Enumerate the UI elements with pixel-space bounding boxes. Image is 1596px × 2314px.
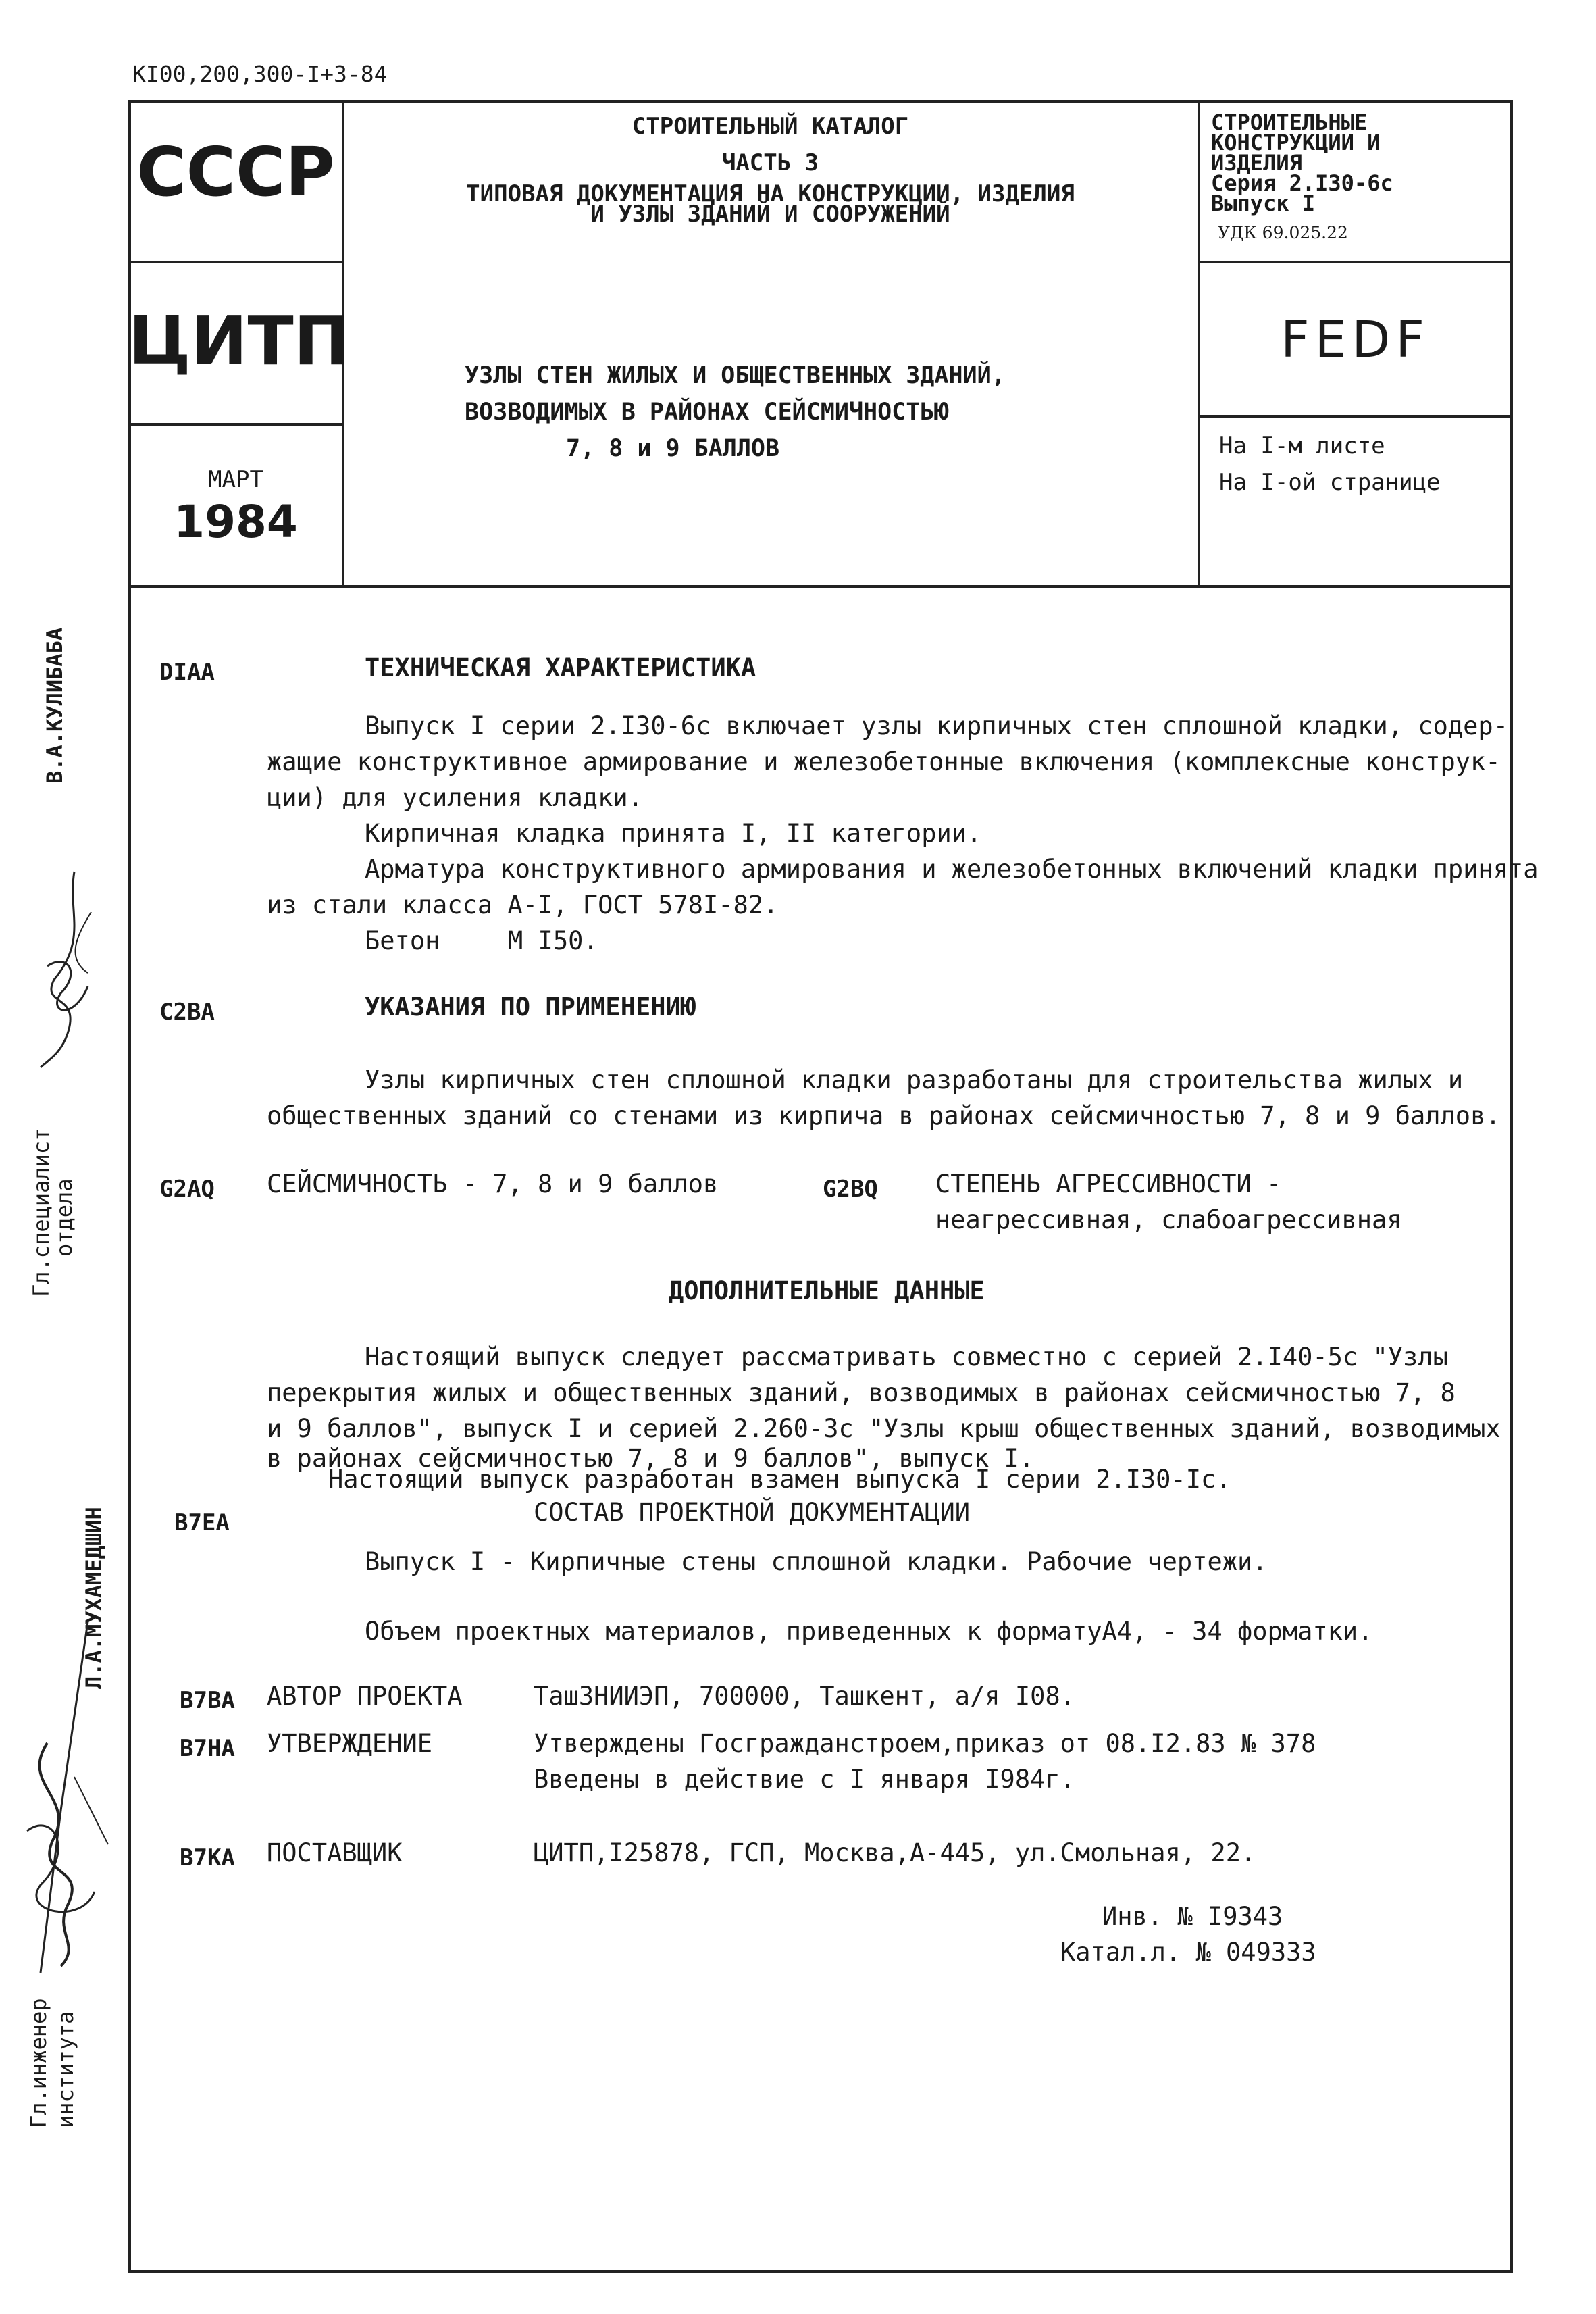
approval-value-2: Введены в действие с I января I984г. xyxy=(534,1765,1075,1794)
header-line-left-1 xyxy=(128,261,343,263)
section-code: B7HA xyxy=(180,1735,235,1762)
paragraph-line: Кирпичная кладка принята I, II категории. xyxy=(365,819,982,848)
signatory-name-1: В.А.КУЛИБАБА xyxy=(42,627,68,784)
signature-1 xyxy=(27,858,101,1074)
author-value: ТашЗНИИЭП, 700000, Ташкент, а/я I08. xyxy=(534,1682,1075,1711)
right-line-3: ИЗДЕЛИЯ xyxy=(1211,150,1302,176)
catalog-desc-2: И УЗЛЫ ЗДАНИЙ И СООРУЖЕНИЙ xyxy=(590,201,950,228)
paragraph-line: перекрытия жилых и общественных зданий, возводимых в районах сейсмичностью 7, 8 xyxy=(267,1378,1456,1407)
catalog-sheet-number: Катал.л. № 049333 xyxy=(1060,1938,1316,1967)
series-number: Серия 2.I30-6с xyxy=(1211,170,1393,196)
subject-line-3: 7, 8 и 9 БАЛЛОВ xyxy=(566,435,780,462)
author-label: АВТОР ПРОЕКТА xyxy=(267,1682,463,1711)
issue-year: 1984 xyxy=(174,496,298,548)
approval-value-1: Утверждены Госгражданстроем,приказ от 08.I2.83 № 378 xyxy=(534,1729,1316,1758)
subject-line-2: ВОЗВОДИМЫХ В РАЙОНАХ СЕЙСМИЧНОСТЬЮ xyxy=(465,399,949,426)
frame-bottom xyxy=(128,2270,1513,2273)
section-code: B7BA xyxy=(180,1687,235,1714)
paragraph-line: Настоящий выпуск следует рассматривать совместно с серией 2.I40-5с "Узлы xyxy=(365,1342,1448,1372)
seismicity-value: СЕЙСМИЧНОСТЬ - 7, 8 и 9 баллов xyxy=(267,1169,719,1199)
aggressiveness-label: СТЕПЕНЬ АГРЕССИВНОСТИ - xyxy=(935,1169,1282,1199)
paragraph-line: в районах сейсмичностью 7, 8 и 9 баллов", выпуск I. xyxy=(267,1444,1035,1473)
paragraph-line: жащие конструктивное армирование и железобетонные включения (комплексные конструк- xyxy=(267,747,1501,776)
section-code: G2AQ xyxy=(159,1176,215,1203)
signatory-role-2a: Гл.инженер xyxy=(26,1998,51,2128)
signatory-role-1b: отдела xyxy=(51,1178,77,1257)
paragraph-line: Узлы кирпичных стен сплошной кладки разработаны для строительства жилых и xyxy=(365,1065,1464,1095)
signatory-name-2: Л.А.МУХАМЕДШИН xyxy=(81,1507,107,1689)
signatory-role-2b: института xyxy=(53,2011,78,2128)
udk-code: УДК 69.025.22 xyxy=(1218,223,1348,243)
section-code: G2BQ xyxy=(823,1176,878,1203)
right-line-1: СТРОИТЕЛЬНЫЕ xyxy=(1211,109,1368,135)
right-line-2: КОНСТРУКЦИИ И xyxy=(1211,130,1381,155)
paragraph-line: Выпуск I серии 2.I30-6с включает узлы кирпичных стен сплошной кладки, содер- xyxy=(365,711,1508,740)
section-code: DIAA xyxy=(159,659,215,686)
catalog-title: СТРОИТЕЛЬНЫЙ КАТАЛОГ xyxy=(632,113,909,140)
section-code: C2BA xyxy=(159,999,215,1026)
frame-top xyxy=(128,100,1513,103)
paragraph-line: из стали класса А-I, ГОСТ 578I-82. xyxy=(267,890,779,920)
aggressiveness-value: неагрессивная, слабоагрессивная xyxy=(935,1205,1402,1234)
section-title: ДОПОЛНИТЕЛЬНЫЕ ДАННЫЕ xyxy=(669,1276,985,1305)
paragraph-line: Объем проектных материалов, приведенных к форматуА4, - 34 форматки. xyxy=(365,1617,1373,1646)
sheet-info-1: На I-м листе xyxy=(1219,432,1385,459)
org-label: ЦИТП xyxy=(128,301,351,380)
approval-label: УТВЕРЖДЕНИЕ xyxy=(267,1729,433,1758)
paragraph-line: Настоящий выпуск разработан взамен выпуска I серии 2.I30-Iс. xyxy=(328,1465,1231,1494)
paragraph-line: Выпуск I - Кирпичные стены сплошной кладки. Рабочие чертежи. xyxy=(365,1547,1268,1576)
country-label: СССР xyxy=(136,132,335,211)
paragraph-line: ции) для усиления кладки. xyxy=(267,783,643,812)
issue-month: МАРТ xyxy=(208,466,263,493)
signatory-role-1a: Гл.специалист xyxy=(28,1128,54,1297)
inventory-number: Инв. № I9343 xyxy=(1102,1902,1283,1931)
paragraph-line: и 9 баллов", выпуск I и серией 2.260-3с "Узлы крыш общественных зданий, возводимых xyxy=(267,1414,1501,1443)
concrete-value: М I50. xyxy=(508,926,598,955)
section-title: СОСТАВ ПРОЕКТНОЙ ДОКУМЕНТАЦИИ xyxy=(534,1498,971,1527)
frame-right xyxy=(1510,100,1513,2272)
signature-2 xyxy=(14,1608,115,1986)
section-code: B7EA xyxy=(174,1509,230,1536)
section-title: ТЕХНИЧЕСКАЯ ХАРАКТЕРИСТИКА xyxy=(365,653,756,682)
header-line-right-2 xyxy=(1198,415,1512,418)
catalog-desc-1: ТИПОВАЯ ДОКУМЕНТАЦИЯ НА КОНСТРУКЦИИ, ИЗДЕЛИЯ xyxy=(466,180,1075,207)
supplier-value: ЦИТП,I25878, ГСП, Москва,А-445, ул.Смольная, 22. xyxy=(534,1838,1256,1867)
header-bottom-line xyxy=(128,585,1513,588)
section-title: УКАЗАНИЯ ПО ПРИМЕНЕНИЮ xyxy=(365,992,696,1022)
header-line-right-1 xyxy=(1198,261,1512,263)
section-code: B7KA xyxy=(180,1844,235,1871)
document-code: KI00,200,300-I+3-84 xyxy=(132,61,388,87)
catalog-part: ЧАСТЬ 3 xyxy=(721,149,819,176)
issue-number: Выпуск I xyxy=(1211,191,1316,216)
supplier-label: ПОСТАВЩИК xyxy=(267,1838,403,1867)
paragraph-line: общественных зданий со стенами из кирпича в районах сейсмичностью 7, 8 и 9 баллов. xyxy=(267,1101,1501,1130)
frame-left xyxy=(128,100,131,2272)
subject-line-1: УЗЛЫ СТЕН ЖИЛЫХ И ОБЩЕСТВЕННЫХ ЗДАНИЙ, xyxy=(465,362,1006,389)
sheet-info-2: На I-ой странице xyxy=(1219,469,1441,496)
paragraph-line: Арматура конструктивного армирования и железобетонных включений кладки принята xyxy=(365,855,1539,884)
header-line-left-2 xyxy=(128,423,343,426)
feature-code: FEDF xyxy=(1281,311,1430,369)
concrete-label: Бетон xyxy=(365,926,440,955)
